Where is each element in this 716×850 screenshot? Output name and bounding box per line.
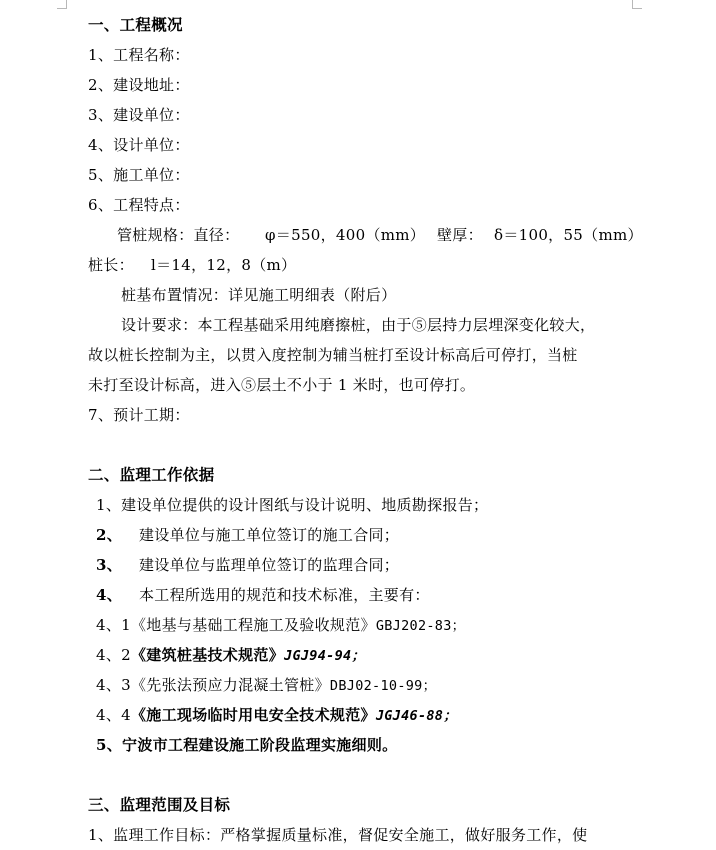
crop-mark <box>632 0 633 8</box>
sub-item-number: 4、2 <box>96 646 131 664</box>
list-item-number: 2、 <box>96 526 123 544</box>
pile-length-value: l＝14，12，8（m） <box>151 256 297 274</box>
list-item: 3、建设单位： <box>88 106 190 124</box>
pile-spec-label: 管桩规格：直径： <box>117 226 240 244</box>
sub-item-code: JGJ94-94； <box>284 648 366 664</box>
paragraph-line: 故以桩长控制为主，以贯入度控制为辅当桩打至设计标高后可停打，当桩 <box>88 346 578 364</box>
sub-item-title: 《地基与基础工程施工及验收规范》 <box>131 616 376 634</box>
section-heading: 二、监理工作依据 <box>88 465 215 484</box>
sub-item-number: 4、4 <box>96 706 131 724</box>
pile-length-label: 桩长： <box>88 256 134 274</box>
sub-item-title: 《先张法预应力混凝土管桩》 <box>131 676 330 694</box>
list-item: 本工程所选用的规范和技术标准，主要有： <box>139 586 430 604</box>
list-item-text: 5、宁波市工程建设施工阶段监理实施细则。 <box>96 736 398 754</box>
section-heading: 一、工程概况 <box>88 15 183 34</box>
crop-mark <box>66 0 67 8</box>
list-item: 1、监理工作目标：严格掌握质量标准，督促安全施工，做好服务工作，使 <box>88 826 588 844</box>
list-item-number: 3、 <box>96 556 123 574</box>
crop-mark <box>632 8 642 9</box>
list-item: 5、施工单位： <box>88 166 190 184</box>
list-item-number: 4、 <box>96 586 123 604</box>
list-item: 1、工程名称： <box>88 46 190 64</box>
list-item: 建设单位与监理单位签订的监理合同； <box>139 556 400 574</box>
sub-item-number: 4、1 <box>96 616 131 634</box>
sub-item-code: JGJ46-88； <box>375 708 458 724</box>
list-item <box>96 735 397 755</box>
sub-item <box>96 615 465 636</box>
sub-item-code: GBJ202-83； <box>375 618 466 634</box>
sub-item-title: 《施工现场临时用电安全技术规范》 <box>131 706 376 724</box>
pile-wall: δ＝100，55（mm） <box>494 226 643 244</box>
list-item: 2、建设地址： <box>88 76 190 94</box>
list-item: 7、预计工期： <box>88 406 190 424</box>
list-item: 6、工程特点： <box>88 196 190 214</box>
paragraph-line: 设计要求：本工程基础采用纯磨擦桩，由于⑤层持力层埋深变化较大， <box>121 316 596 334</box>
sub-item-number: 4、3 <box>96 676 131 694</box>
paragraph-line: 未打至设计标高，进入⑤层土不小于 1 米时，也可停打。 <box>88 376 476 394</box>
sub-item <box>96 645 365 666</box>
list-item: 1、建设单位提供的设计图纸与设计说明、地质勘探报告； <box>96 496 489 514</box>
list-item: 建设单位与施工单位签订的施工合同； <box>139 526 400 544</box>
sub-item-code: DBJ02-10-99； <box>329 678 437 694</box>
sub-item <box>96 675 436 696</box>
sub-item-title: 《建筑桩基技术规范》 <box>131 646 285 664</box>
pile-wall-label: 壁厚： <box>437 226 483 244</box>
layout-note: 桩基布置情况：详见施工明细表（附后） <box>121 286 397 304</box>
list-item: 4、设计单位： <box>88 136 190 154</box>
section-heading: 三、监理范围及目标 <box>88 795 231 814</box>
pile-diameter: φ＝550，400（mm） <box>265 226 426 244</box>
crop-mark <box>57 8 67 9</box>
sub-item <box>96 705 457 726</box>
